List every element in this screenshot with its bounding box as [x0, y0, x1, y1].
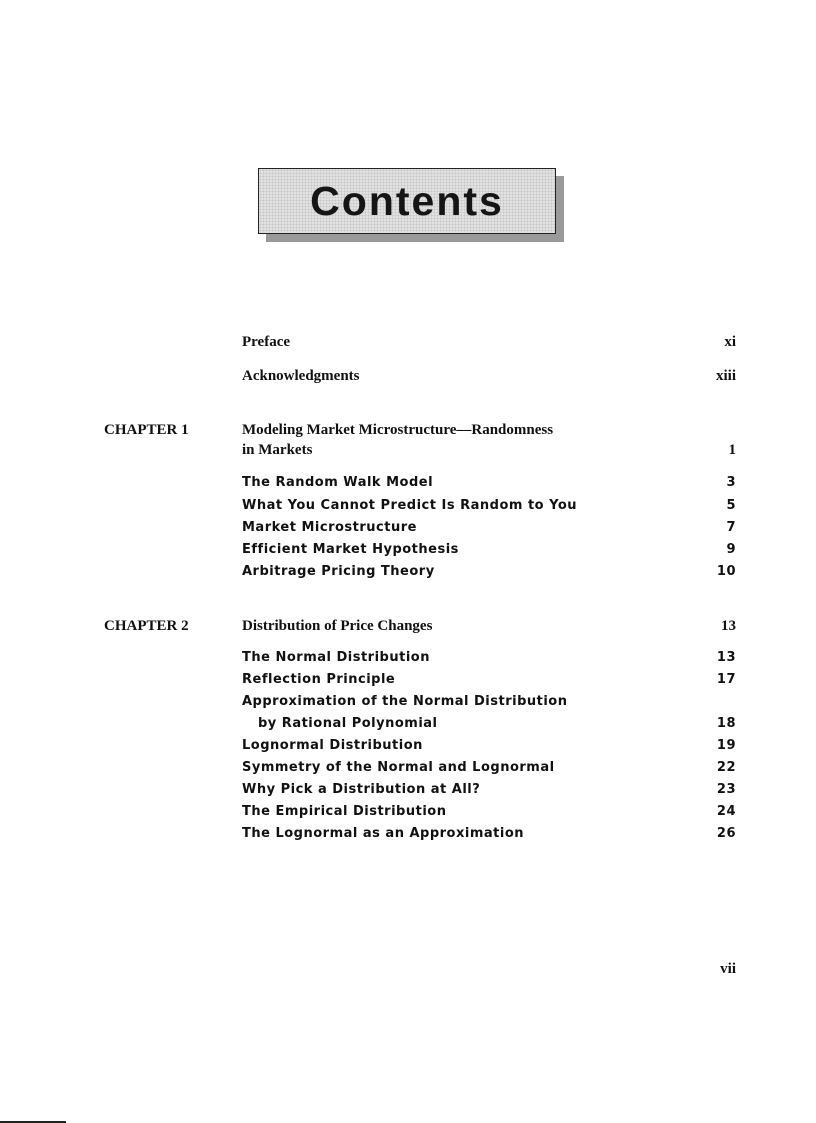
chapter-1-heading[interactable]: [0, 420, 816, 440]
toc-page-number: 18: [716, 716, 736, 731]
chapter-2-heading[interactable]: [0, 616, 816, 636]
toc-page-number: 13: [721, 618, 736, 634]
chapter-title: Distribution of Price Changes: [242, 618, 433, 634]
toc-section-title: The Empirical Distribution: [242, 804, 447, 819]
toc-section[interactable]: [0, 803, 816, 823]
chapter-label: CHAPTER 2: [104, 618, 189, 634]
toc-page-number: xi: [724, 334, 736, 350]
chapter-title: Modeling Market Microstructure—Randomness: [242, 422, 554, 438]
toc-section-title: by Rational Polynomial: [258, 716, 438, 731]
toc-section[interactable]: [0, 737, 816, 757]
page-folio: vii: [720, 961, 736, 977]
toc-page-number: 7: [726, 520, 736, 535]
toc-page-number: 22: [716, 760, 736, 775]
toc-section-title: Market Microstructure: [242, 520, 417, 535]
toc-section[interactable]: [0, 825, 816, 845]
toc-page-number: 23: [716, 782, 736, 797]
toc-section-title: What You Cannot Predict Is Random to You: [242, 498, 578, 513]
toc-section-title: Arbitrage Pricing Theory: [242, 564, 435, 579]
page-title: Contents: [310, 177, 504, 224]
toc-entry-acknowledgments[interactable]: [0, 366, 816, 386]
toc-section[interactable]: [0, 541, 816, 561]
toc-entry-preface[interactable]: [0, 332, 816, 352]
toc-section-title: Reflection Principle: [242, 672, 396, 687]
toc-page-number: 26: [716, 826, 736, 841]
toc-section[interactable]: [0, 563, 816, 583]
toc-section[interactable]: [0, 497, 816, 517]
toc-section-continued[interactable]: [0, 715, 816, 735]
toc-page-number: 19: [716, 738, 736, 753]
toc-section-title: Symmetry of the Normal and Lognormal: [242, 760, 555, 775]
toc-section[interactable]: [0, 781, 816, 801]
chapter-label: CHAPTER 1: [104, 422, 189, 438]
chapter-title: in Markets: [242, 442, 313, 458]
toc-page-number: 9: [726, 542, 736, 557]
toc-entry-title: Acknowledgments: [242, 368, 360, 384]
contents-title-box: [258, 168, 556, 234]
toc-section-title: Approximation of the Normal Distribution: [242, 694, 568, 709]
toc-page-number: 1: [728, 442, 736, 458]
toc-section-title: Lognormal Distribution: [242, 738, 423, 753]
toc-page-number: xiii: [715, 368, 736, 384]
toc-section-title: The Normal Distribution: [242, 650, 430, 665]
toc-page-number: 5: [726, 498, 736, 513]
toc-section-title: The Random Walk Model: [242, 475, 434, 490]
toc-entry-title: Preface: [242, 334, 291, 350]
toc-page-number: 10: [716, 564, 736, 579]
toc-section-title: The Lognormal as an Approximation: [242, 826, 525, 841]
toc-section[interactable]: [0, 693, 816, 713]
toc-section[interactable]: [0, 759, 816, 779]
toc-page-number: 3: [726, 475, 736, 490]
toc-section[interactable]: [0, 671, 816, 691]
toc-page-number: 13: [716, 650, 736, 665]
toc-page-number: 17: [716, 672, 736, 687]
toc-section[interactable]: [0, 649, 816, 669]
chapter-1-heading-cont[interactable]: [0, 440, 816, 460]
toc-section[interactable]: [0, 474, 816, 494]
toc-section[interactable]: [0, 519, 816, 539]
toc-section-title: Efficient Market Hypothesis: [242, 542, 459, 557]
toc-page-number: 24: [716, 804, 736, 819]
toc-section-title: Why Pick a Distribution at All?: [242, 782, 481, 797]
